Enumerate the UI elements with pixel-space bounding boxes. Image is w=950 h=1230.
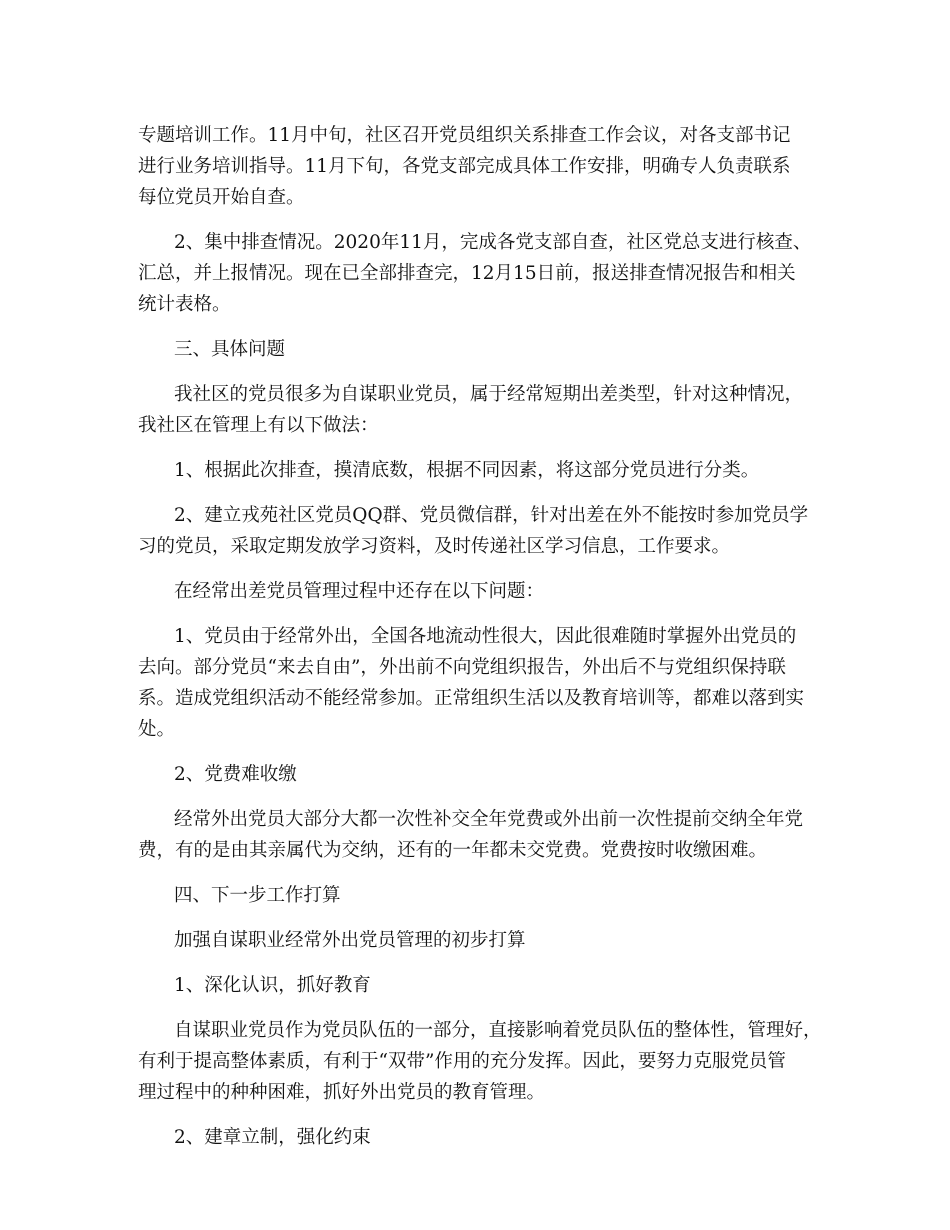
- document-body: [138, 120, 828, 1167]
- text-line: 统计表格。: [138, 294, 231, 315]
- text-line: 三、具体问题: [174, 339, 286, 360]
- text-line: 进行业务培训指导。11月下旬，各党支部完成具体工作安排，明确专人负责联系: [138, 156, 791, 177]
- paragraph: [138, 925, 828, 956]
- text-line: 经常外出党员大部分大都一次性补交全年党费或外出前一次性提前交纳全年党: [174, 809, 804, 830]
- text-line: 我社区在管理上有以下做法：: [138, 415, 379, 436]
- text-line: 2、建立戎苑社区党员QQ群、党员微信群，针对出差在外不能按时参加党员学: [174, 505, 809, 526]
- text-line: 1、深化认识，抓好教育: [174, 975, 371, 996]
- text-line: 专题培训工作。11月中旬，社区召开党员组织关系排查工作会议，对各支部书记: [138, 125, 791, 146]
- text-line: 加强自谋职业经常外出党员管理的初步打算: [174, 930, 526, 951]
- paragraph: [138, 120, 828, 213]
- text-line: 有利于提高整体素质，有利于“双带”作用的充分发挥。因此，要努力克服党员管: [138, 1051, 786, 1072]
- text-line: 四、下一步工作打算: [174, 885, 341, 906]
- text-line: 每位党员开始自查。: [138, 187, 305, 208]
- paragraph: [138, 227, 828, 320]
- paragraph: [138, 621, 828, 745]
- text-line: 我社区的党员很多为自谋职业党员，属于经常短期出差类型，针对这种情况，: [174, 384, 804, 405]
- paragraph: [138, 576, 828, 607]
- text-line: 理过程中的种种困难，抓好外出党员的教育管理。: [138, 1082, 546, 1103]
- paragraph: [138, 1122, 828, 1153]
- paragraph: [138, 880, 828, 911]
- text-line: 处。: [138, 719, 176, 740]
- paragraph: [138, 759, 828, 790]
- text-line: 费，有的是由其亲属代为交纳，还有的一年都未交党费。党费按时收缴困难。: [138, 840, 768, 861]
- text-line: 自谋职业党员作为党员队伍的一部分，直接影响着党员队伍的整体性，管理好，: [174, 1020, 822, 1041]
- paragraph: [138, 379, 828, 441]
- text-line: 2、建章立制，强化约束: [174, 1127, 371, 1148]
- paragraph: [138, 804, 828, 866]
- paragraph: [138, 970, 828, 1001]
- paragraph: [138, 334, 828, 365]
- paragraph: [138, 1015, 828, 1108]
- paragraph: [138, 500, 828, 562]
- paragraph: [138, 455, 828, 486]
- text-line: 汇总，并上报情况。现在已全部排查完，12月15日前，报送排查情况报告和相关: [138, 263, 796, 284]
- text-line: 去向。部分党员“来去自由”，外出前不向党组织报告，外出后不与党组织保持联: [138, 657, 786, 678]
- text-line: 2、党费难收缴: [174, 764, 297, 785]
- text-line: 1、根据此次排查，摸清底数，根据不同因素，将这部分党员进行分类。: [174, 460, 760, 481]
- text-line: 系。造成党组织活动不能经常参加。正常组织生活以及教育培训等，都难以落到实: [138, 688, 805, 709]
- text-line: 习的党员，采取定期发放学习资料，及时传递社区学习信息，工作要求。: [138, 536, 731, 557]
- text-line: 2、集中排查情况。2020年11月，完成各党支部自查，社区党总支进行核查、: [174, 232, 812, 253]
- text-line: 1、党员由于经常外出，全国各地流动性很大，因此很难随时掌握外出党员的: [174, 626, 797, 647]
- text-line: 在经常出差党员管理过程中还存在以下问题：: [174, 581, 545, 602]
